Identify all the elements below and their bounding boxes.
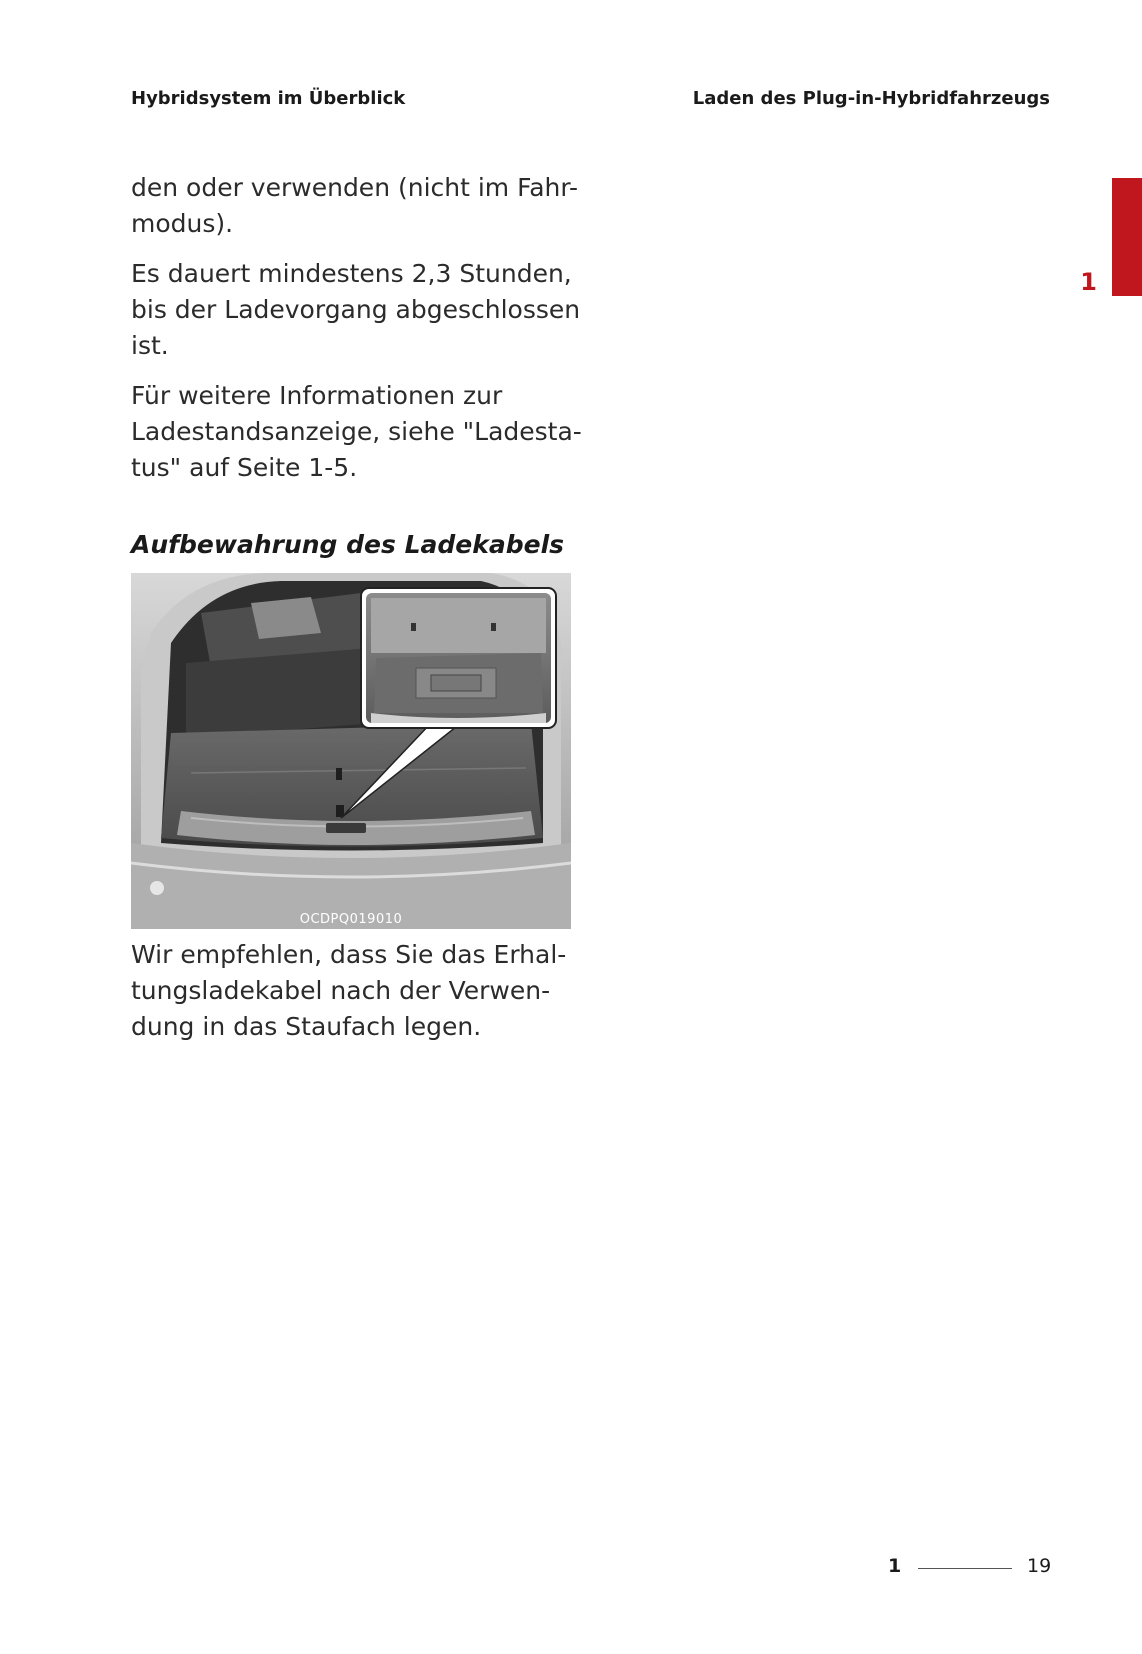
trunk-illustration [131,573,571,929]
running-header-right: Laden des Plug-in-Hybridfahrzeugs [692,88,1050,109]
paragraph-recommendation: Wir empfehlen, dass Sie das Erhal- tungsladekabel nach der Verwen- dung in das Staufach legen. [131,940,567,1041]
section-heading: Aufbewahrung des Ladekabels [131,530,565,559]
footer-chapter-number: 1 [888,1555,902,1577]
paragraph-continued: den oder verwenden (nicht im Fahr- modus). [131,173,579,238]
paragraph-charging-duration: Es dauert mindestens 2,3 Stunden, bis der Ladevorgang abgeschlossen ist. [131,259,581,360]
running-header-left: Hybridsystem im Überblick [131,88,406,109]
chapter-tab-number: 1 [1080,268,1097,296]
figure-code-label: OCDPQ019010 [299,912,403,927]
trunk-drawing [131,573,571,929]
footer-divider [918,1568,1012,1569]
main-column [131,170,591,1059]
chapter-tab-marker [1112,178,1142,296]
paragraph-more-info: Für weitere Informationen zur Ladestandsanzeige, siehe "Ladesta- tus" auf Seite 1-5. [131,381,582,482]
footer-page-number: 19 [1027,1555,1052,1577]
